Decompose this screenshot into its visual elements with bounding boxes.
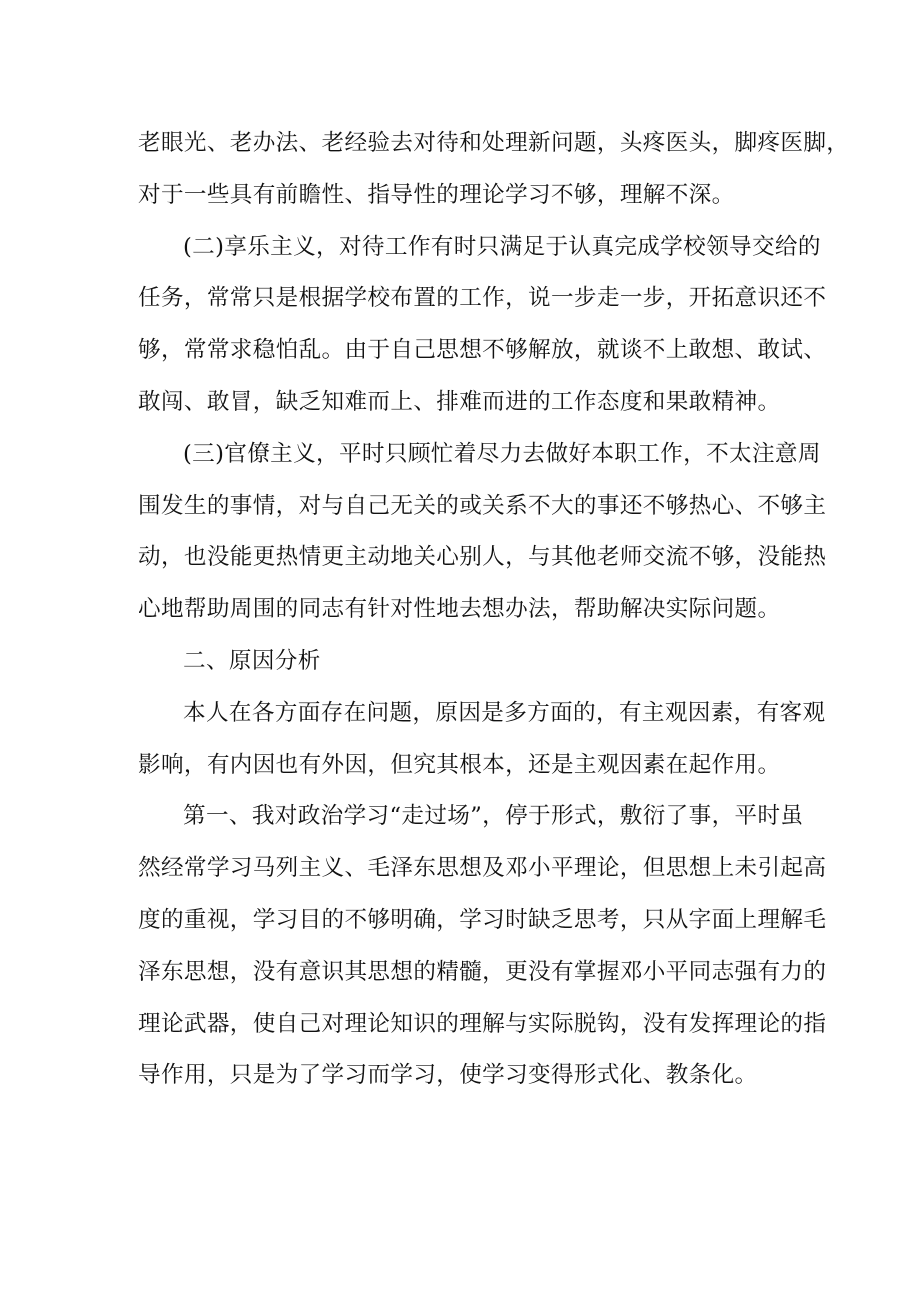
text-line: 理论武器，使自己对理论知识的理解与实际脱钩，没有发挥理论的指 xyxy=(138,1010,827,1037)
document-body xyxy=(138,118,850,1102)
text-line: 对于一些具有前瞻性、指导性的理论学习不够，理解不深。 xyxy=(138,181,735,208)
text-line: 老眼光、老办法、老经验去对待和处理新问题，头疼医头，脚疼医脚， xyxy=(138,130,850,156)
paragraph-overview xyxy=(138,688,826,792)
text-line: 度的重视，学习目的不够明确，学习时缺乏思考，只从字面上理解毛 xyxy=(138,906,827,933)
text-line: 泽东思想，没有意识其思想的精髓，更没有掌握邓小平同志强有力的 xyxy=(138,958,827,985)
paragraph-hedonism xyxy=(138,222,827,429)
text-line: 影响，有内因也有外因，但究其根本，还是主观因素在起作用。 xyxy=(138,751,781,778)
paragraph-bureaucratism xyxy=(138,429,827,636)
section-heading xyxy=(138,636,788,688)
paragraph-first-reason xyxy=(138,791,827,1102)
text-line: 敢闯、敢冒，缺乏知难而上、排难而进的工作态度和果敢精神。 xyxy=(138,388,781,415)
text-line: 然经常学习马列主义、毛泽东思想及邓小平理论，但思想上未引起高 xyxy=(138,855,827,882)
text-line: 第一、我对政治学习“走过场”，停于形式，敷衍了事，平时虽 xyxy=(183,803,804,830)
text-line: 围发生的事情，对与自己无关的或关系不大的事还不够热心、不够主 xyxy=(138,492,827,519)
paragraph-continuation xyxy=(138,118,850,222)
text-line: (二)享乐主义，对待工作有时只满足于认真完成学校领导交给的 xyxy=(183,233,821,260)
text-line: 任务，常常只是根据学校布置的工作，说一步走一步，开拓意识还不 xyxy=(138,285,827,312)
heading-text: 二、原因分析 xyxy=(183,647,321,674)
text-line: 够，常常求稳怕乱。由于自己思想不够解放，就谈不上敢想、敢试、 xyxy=(138,337,827,364)
text-line: 动，也没能更热情更主动地关心别人，与其他老师交流不够，没能热 xyxy=(138,544,827,571)
text-line: 心地帮助周围的同志有针对性地去想办法，帮助解决实际问题。 xyxy=(138,596,781,623)
text-line: 导作用，只是为了学习而学习，使学习变得形式化、教条化。 xyxy=(138,1062,758,1089)
text-line: 本人在各方面存在问题，原因是多方面的，有主观因素，有客观 xyxy=(183,699,826,726)
text-line: (三)官僚主义，平时只顾忙着尽力去做好本职工作，不太注意周 xyxy=(183,440,821,467)
